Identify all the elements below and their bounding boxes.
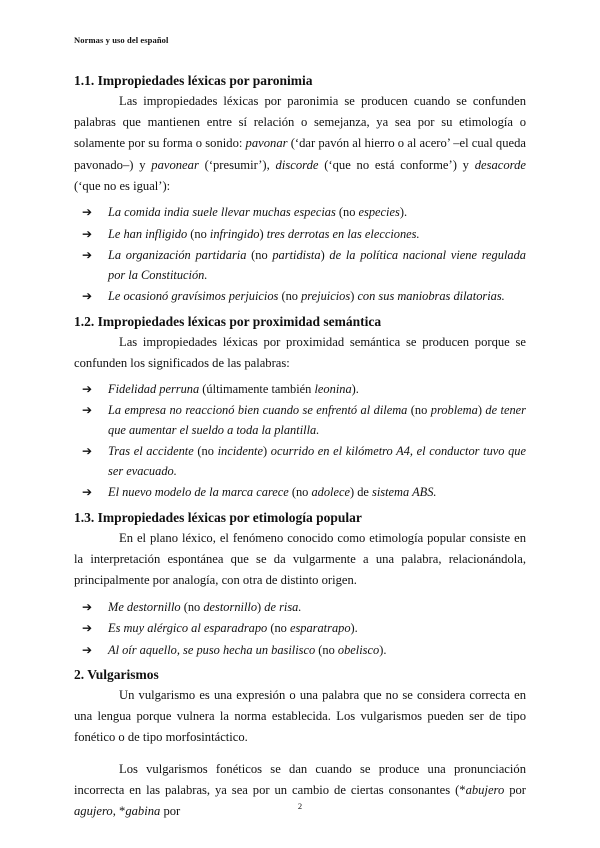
example-text: Le han infligido <box>108 226 188 241</box>
example-text: ) <box>259 226 267 241</box>
term: pavonar <box>245 136 288 151</box>
text: (‘presumir’), <box>198 157 276 172</box>
section-heading-1-3: 1.3. Impropiedades léxicas por etimología popular <box>74 509 362 525</box>
text: por <box>504 782 527 797</box>
document-body <box>74 70 526 822</box>
example-text: leonina <box>314 381 352 396</box>
list-item <box>74 442 526 481</box>
list-item <box>74 203 526 223</box>
term: discorde <box>275 157 319 172</box>
example-text: con sus maniobras dilatorias. <box>357 289 505 304</box>
example-text: (últimamente también <box>199 381 315 396</box>
example-text: de tener que aumentar el sueldo a toda la plantilla. <box>108 403 526 437</box>
list-item <box>74 619 526 639</box>
list-item <box>74 287 526 307</box>
term: desacorde <box>474 157 526 172</box>
example-text: (no <box>180 599 204 614</box>
text: , * <box>112 804 126 819</box>
example-text: ) <box>320 248 330 263</box>
example-list <box>74 598 526 661</box>
list-item <box>74 483 526 503</box>
example-text: ). <box>350 621 358 636</box>
example-text: (no <box>315 642 338 657</box>
example-text: de risa. <box>264 599 302 614</box>
example-text: destornillo <box>203 599 258 614</box>
example-text: incidente <box>217 444 263 459</box>
example-text: (no <box>407 403 431 418</box>
arrow-right-icon: ➔ <box>82 642 93 657</box>
text: (‘dar pavón al hierro o al acero’ –el cual queda pavonado–) y <box>74 136 526 172</box>
example-text: Es muy alérgico al esparadrapo <box>108 621 268 636</box>
text: Los vulgarismos fonéticos se dan cuando se produce una pronunciación incorrecta en las palabras, ya sea por un cambio de ciertas consonantes (* <box>74 761 526 797</box>
arrow-right-icon: ➔ <box>82 599 93 614</box>
paragraph <box>74 91 526 197</box>
paragraph <box>74 759 526 823</box>
paragraph: Las impropiedades léxicas por proximidad semántica se producen porque se confunden los significados de las palabras: <box>74 334 526 370</box>
term: agujero <box>74 804 113 819</box>
example-text: (no <box>187 226 210 241</box>
list-item <box>74 225 526 245</box>
list-item <box>74 641 526 661</box>
arrow-right-icon: ➔ <box>82 226 93 241</box>
example-text: La empresa no reaccionó bien cuando se enfrentó al dilema <box>108 403 408 418</box>
list-item <box>74 380 526 400</box>
text: Las impropiedades léxicas por paronimia se producen cuando se confunden palabras que mantienen entre sí relación o semejanza, ya sea por su etimología o solamente por su forma o sonido: <box>74 94 526 151</box>
arrow-right-icon: ➔ <box>82 248 93 263</box>
term: pavonear <box>151 157 199 172</box>
example-text: ). <box>379 642 387 657</box>
example-text: ) <box>477 403 486 418</box>
example-text: sistema ABS. <box>372 485 437 500</box>
section-heading-1-1: 1.1. Impropiedades léxicas por paronimia <box>74 73 313 88</box>
arrow-right-icon: ➔ <box>82 381 93 396</box>
example-text: Me destornillo <box>108 599 181 614</box>
example-text: tres derrotas en las elecciones. <box>266 226 420 241</box>
list-item <box>74 246 526 285</box>
example-text: obelisco <box>337 642 380 657</box>
example-text: adolece <box>311 485 350 500</box>
arrow-right-icon: ➔ <box>82 621 93 636</box>
example-text: (no <box>267 621 290 636</box>
arrow-right-icon: ➔ <box>82 205 93 220</box>
example-text: esparatrapo <box>289 621 351 636</box>
term: gabina <box>125 804 161 819</box>
example-text: La organización partidaria <box>108 248 247 263</box>
text: (‘que no es igual’): <box>74 178 171 193</box>
example-text: infringido <box>209 226 260 241</box>
page-number: 2 <box>297 801 303 811</box>
example-text: (no <box>246 248 273 263</box>
example-text: (no <box>335 205 359 220</box>
example-text: Al oír aquello, se puso hecha un basilisco <box>108 642 316 657</box>
example-text: ) <box>350 289 358 304</box>
example-text: (no <box>288 485 312 500</box>
example-text: La comida india suele llevar muchas especias <box>108 205 336 220</box>
arrow-right-icon: ➔ <box>82 444 93 459</box>
example-text: Fidelidad perruna <box>108 381 200 396</box>
paragraph: En el plano léxico, el fenómeno conocido como etimología popular consiste en la interpretación espontánea que se da vulgarmente a una palabra, relacionándola, principalmente por analogía, con otra de distinto origen. <box>74 530 526 588</box>
example-text: problema <box>430 403 478 418</box>
term: abujero <box>465 782 505 797</box>
example-list <box>74 203 526 307</box>
example-text: ) <box>262 444 271 459</box>
example-text: ) de <box>350 485 373 500</box>
list-item <box>74 598 526 618</box>
example-text: (no <box>278 289 302 304</box>
arrow-right-icon: ➔ <box>82 485 93 500</box>
example-text: (no <box>193 444 218 459</box>
text: (‘que no está conforme’) y <box>318 157 475 172</box>
example-text: de la política nacional viene regulada por la Constitución. <box>108 248 526 282</box>
text: por <box>160 804 181 819</box>
example-text: El nuevo modelo de la marca carece <box>108 485 289 500</box>
example-text: Tras el accidente <box>108 444 194 459</box>
example-text: especies <box>358 205 400 220</box>
paragraph: Un vulgarismo es una expresión o una palabra que no se considera correcta en una lengua porque vulnera la norma establecida. Los vulgarismos pueden ser de tipo fonético o de tipo morfosintáctico. <box>74 688 526 745</box>
example-text: Le ocasionó gravísimos perjuicios <box>108 289 279 304</box>
example-text: ). <box>399 205 408 220</box>
example-text: ) <box>257 599 265 614</box>
arrow-right-icon: ➔ <box>82 403 93 418</box>
example-text: partidista <box>272 248 321 263</box>
example-text: prejuicios <box>301 289 351 304</box>
list-item <box>74 401 526 440</box>
arrow-right-icon: ➔ <box>82 289 93 304</box>
section-heading-2: 2. Vulgarismos <box>74 667 159 683</box>
running-header: Normas y uso del español <box>74 35 169 45</box>
example-list <box>74 380 526 503</box>
example-text: ocurrido en el kilómetro A4, el conductor tuvo que ser evacuado. <box>108 444 526 478</box>
example-text: ). <box>351 381 359 396</box>
section-heading-1-2: 1.2. Impropiedades léxicas por proximidad semántica <box>74 313 382 329</box>
